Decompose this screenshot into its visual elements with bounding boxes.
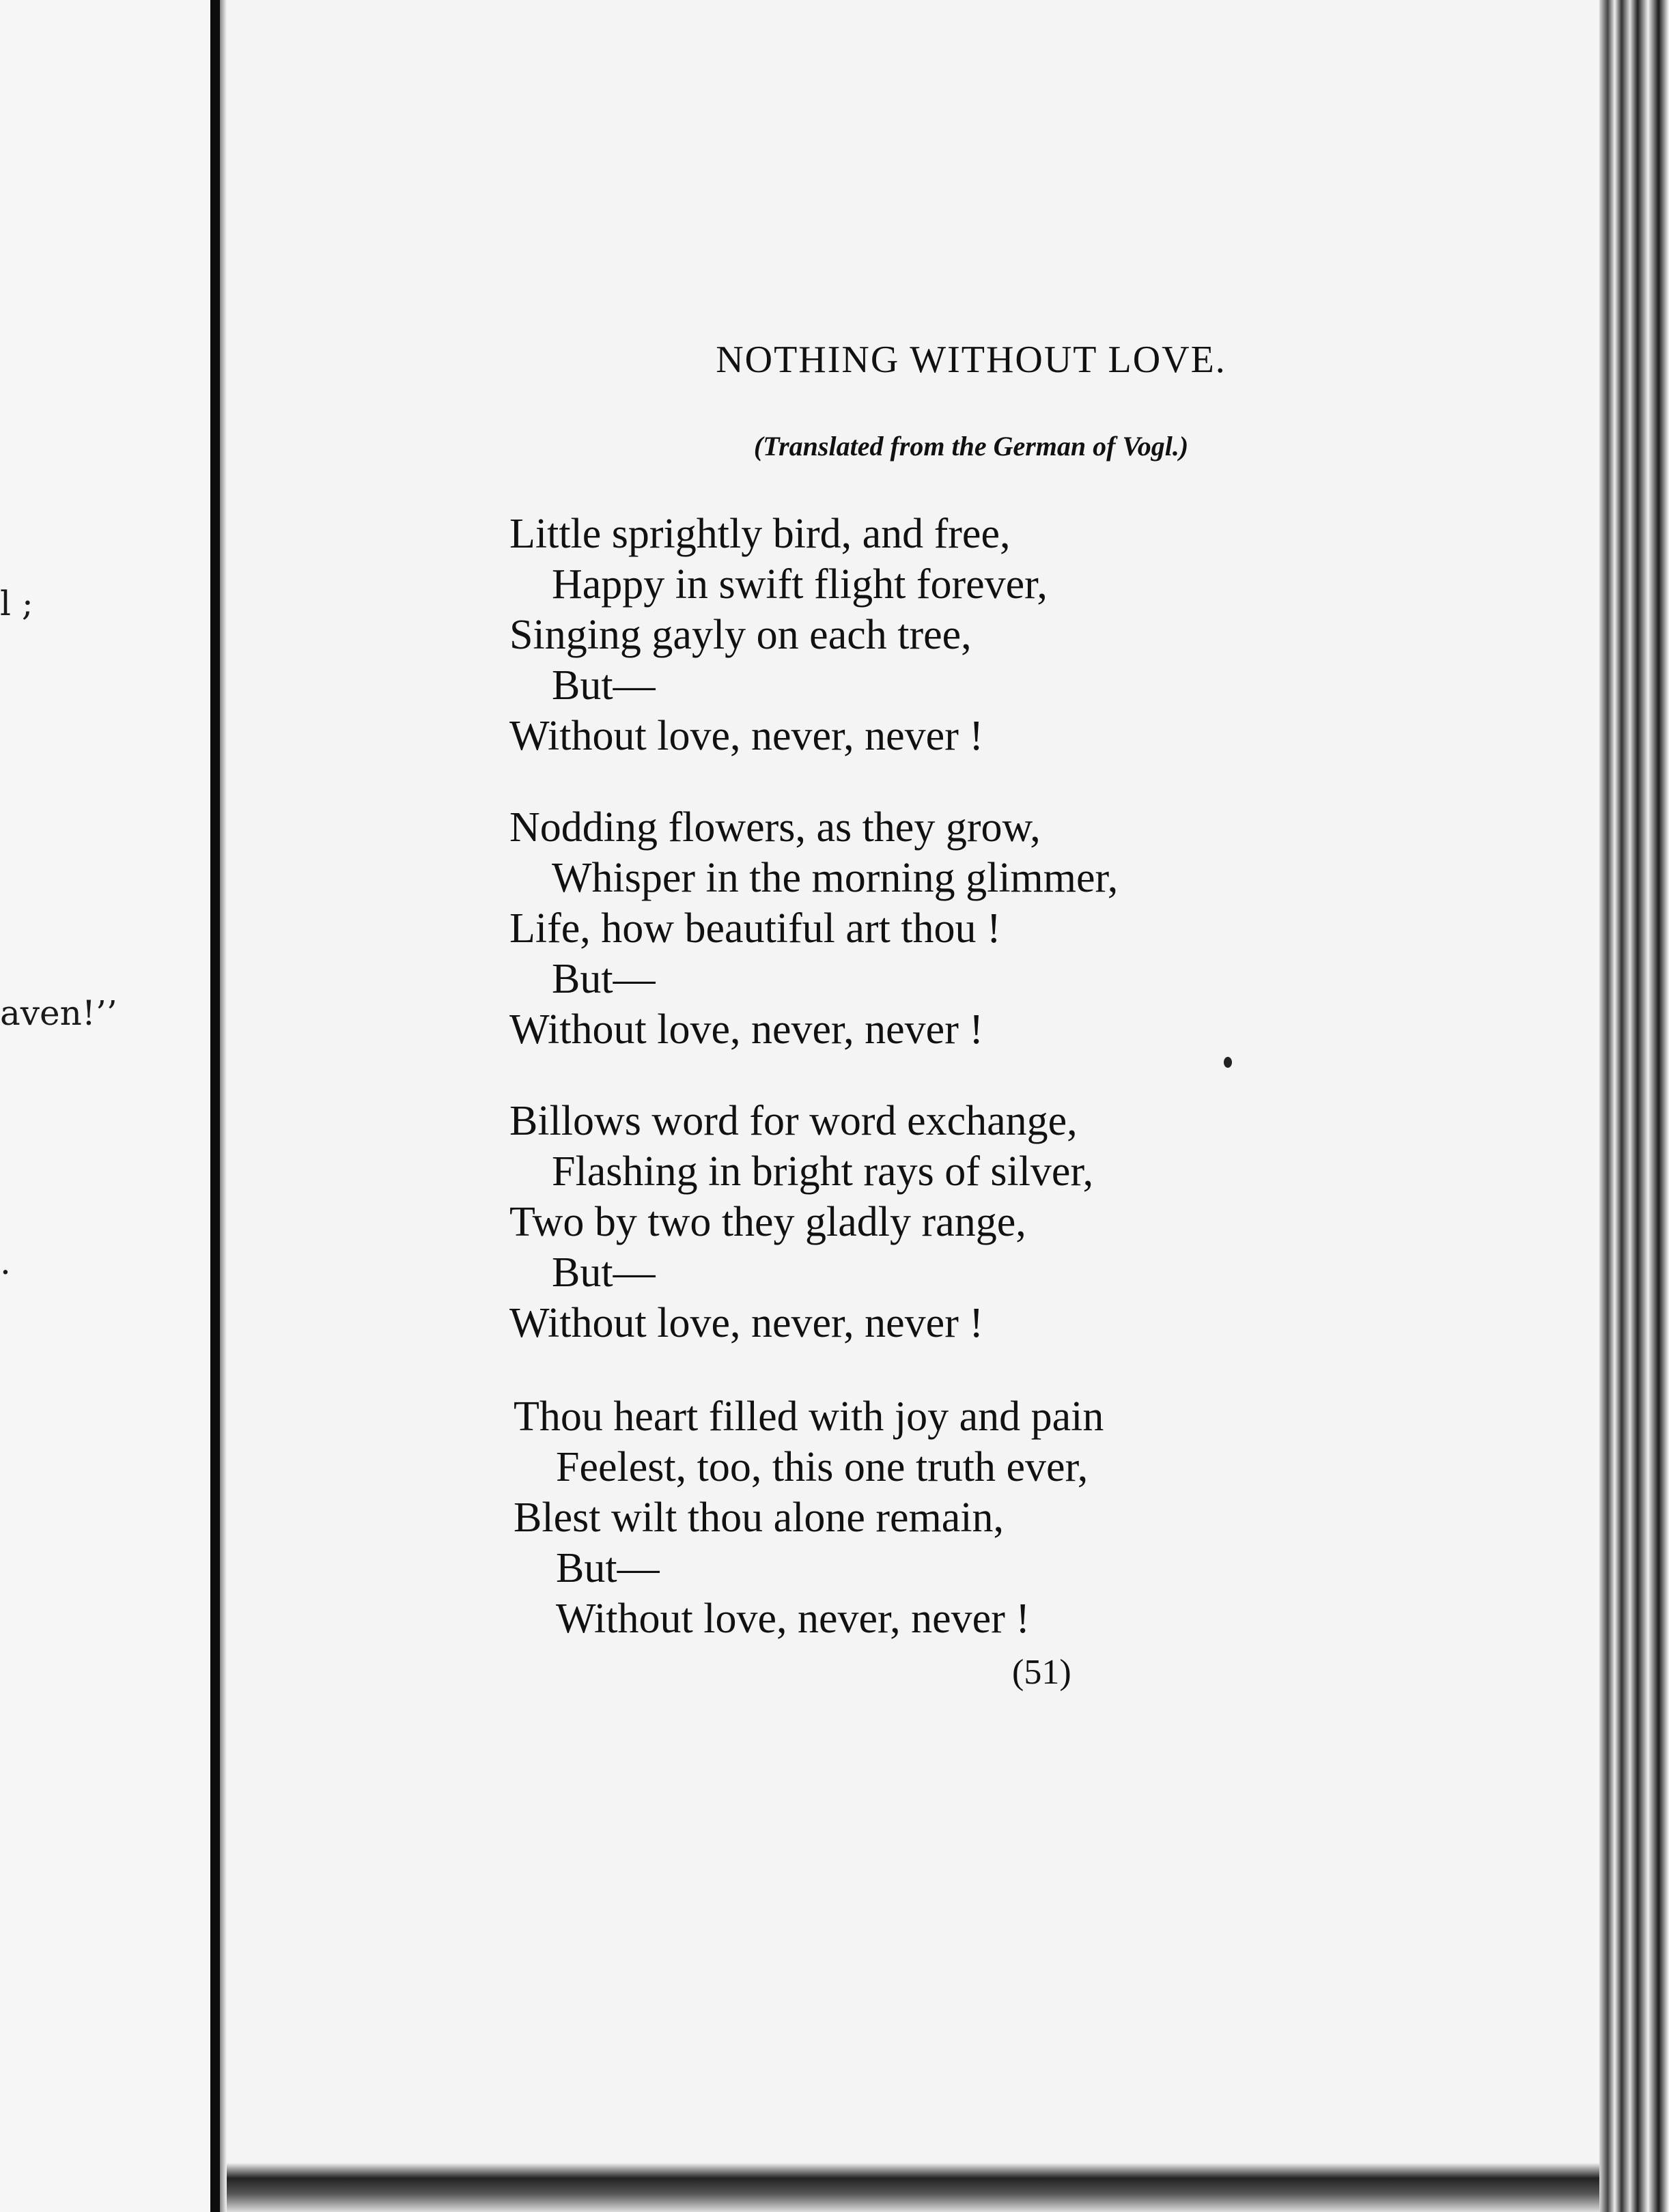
poem-line: Two by two they gladly range,: [509, 1199, 1026, 1245]
page-number: (51): [1012, 1653, 1071, 1692]
left-page-fragment: l ;: [0, 584, 33, 623]
poem-line: Without love, never, never !: [509, 1006, 983, 1053]
poem-line: Without love, never, never !: [509, 713, 983, 759]
poem-line: Thou heart filled with joy and pain: [514, 1393, 1104, 1440]
poem-subtitle: (Translated from the German of Vogl.): [753, 431, 1189, 462]
left-page-fragment: .: [0, 1243, 11, 1282]
poem-line: Without love, never, never !: [556, 1596, 1030, 1642]
poem-line: Blest wilt thou alone remain,: [514, 1494, 1005, 1541]
poem-line: But—: [552, 1249, 656, 1296]
poem-line: Without love, never, never !: [509, 1300, 983, 1346]
poem-line: But—: [552, 956, 656, 1002]
poem-line: Singing gayly on each tree,: [509, 612, 972, 658]
poem-line: Feelest, too, this one truth ever,: [556, 1444, 1089, 1490]
poem-line: But—: [552, 662, 656, 709]
main-page: [227, 0, 1599, 2151]
poem-line: Little sprightly bird, and free,: [509, 511, 1011, 557]
page-edge-stack: [1599, 0, 1669, 2212]
gutter-shadow: [220, 0, 227, 2212]
left-page-fragment: aven!’’: [0, 993, 117, 1033]
poem-line: But—: [556, 1545, 660, 1591]
left-facing-page: [0, 0, 212, 2212]
poem-line: Flashing in bright rays of silver,: [552, 1148, 1094, 1195]
poem-line: Billows word for word exchange,: [509, 1098, 1078, 1144]
poem-line: Life, how beautiful art thou !: [509, 905, 1001, 952]
book-gutter: [210, 0, 220, 2212]
poem-line: Nodding flowers, as they grow,: [509, 804, 1041, 851]
bottom-page-edge: [227, 2151, 1599, 2212]
poem-title: NOTHING WITHOUT LOVE.: [716, 339, 1226, 381]
poem-line: Whisper in the morning glimmer,: [552, 855, 1119, 901]
ink-speck: [1224, 1057, 1232, 1068]
poem-line: Happy in swift flight forever,: [552, 561, 1048, 608]
